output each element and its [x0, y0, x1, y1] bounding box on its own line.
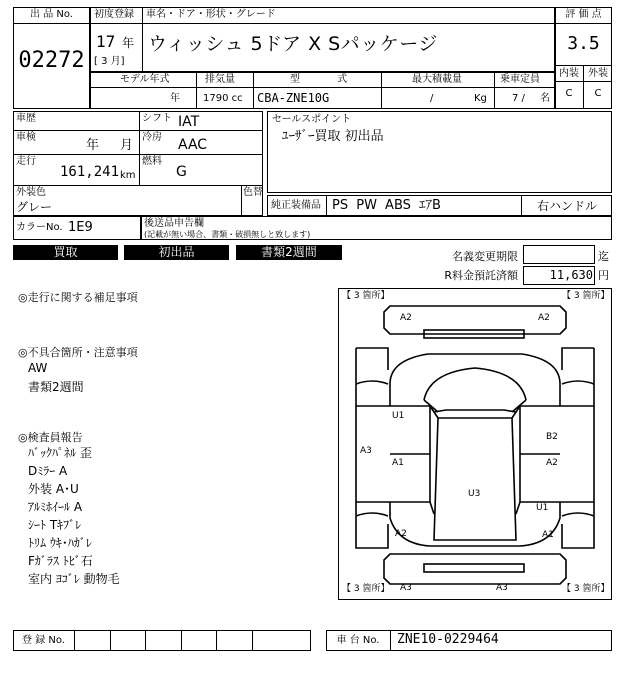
equipment-label: 純正装備品: [271, 200, 321, 211]
damage-code-a3-left: A3: [360, 446, 372, 456]
displacement-label: 排気量: [205, 74, 235, 85]
shift-label: シフト: [142, 113, 172, 124]
damage-code-a2-low-left: A2: [395, 529, 407, 539]
car-outline-drawing: [338, 288, 612, 600]
ac-value: AAC: [178, 137, 208, 153]
equipment: PS PW ABS ｴｱB: [332, 198, 441, 213]
inspector-note: 外装 A･U: [28, 482, 79, 496]
lot-label: 出 品 No.: [30, 9, 73, 20]
inspector-note: 室内 ﾖｺﾞﾚ 動物毛: [28, 572, 120, 586]
model-type: CBA-ZNE10G: [257, 91, 330, 105]
damage-code-a2-right: A2: [546, 458, 558, 468]
name-change-label: 名義変更期限: [452, 250, 518, 263]
corner-mark-br: 【 3 箇所】: [562, 584, 610, 594]
damage-code-a1-left: A1: [392, 458, 404, 468]
exterior-label: 外装: [588, 68, 608, 79]
capacity: 7 /: [512, 93, 525, 104]
chassis-label: 車 台 No.: [336, 635, 380, 646]
fuel-label: 燃料: [142, 156, 162, 167]
defect-item: 書類2週間: [28, 380, 84, 394]
name-change-unit: 迄: [598, 250, 609, 263]
sales-point: ﾕｰｻﾞｰ買取 初出品: [282, 129, 384, 144]
damage-code-front-left: A2: [400, 313, 412, 323]
damage-code-u3-roof: U3: [468, 489, 481, 499]
later-doc-label: 後送品申告欄: [144, 218, 204, 229]
recycle-label: R料金預託済額: [444, 269, 518, 282]
exterior-grade: C: [594, 88, 602, 99]
chassis-number: ZNE10-0229464: [397, 632, 499, 647]
displacement: 1790 cc: [203, 93, 243, 104]
tag-first-listing: 初出品: [124, 245, 229, 260]
details-box: [13, 111, 263, 186]
history-label: 車歴: [16, 113, 36, 124]
car-name-label: 車名・ドア・形状・グレード: [146, 9, 276, 20]
recycle-amount: 11,630: [549, 268, 593, 282]
mileage-unit: km: [120, 170, 136, 181]
reg-no-label: 登 録 No.: [22, 635, 65, 646]
first-reg-year-unit: 年: [122, 36, 135, 50]
tag-docs-two-weeks: 書類2週間: [236, 245, 342, 260]
repaint-label: 色替: [243, 187, 263, 198]
corner-mark-tl: 【 3 箇所】: [342, 291, 390, 301]
mileage-label: 走行: [16, 156, 36, 167]
ext-color-label: 外装色: [16, 187, 46, 198]
inspection-month-unit: 月: [120, 138, 134, 153]
fuel-value: G: [176, 164, 187, 180]
corner-mark-bl: 【 3 箇所】: [342, 584, 390, 594]
first-reg-label: 初度登録: [94, 9, 134, 20]
supplement-title: ◎走行に関する補足事項: [18, 291, 138, 304]
model-year-unit: 年: [170, 93, 180, 104]
recycle-unit: 円: [598, 269, 609, 282]
later-doc-note: (記載が無い場合、書類・破損無しと致します): [144, 230, 311, 239]
defects-title: ◎不具合箇所・注意事項: [18, 346, 138, 359]
inspection-year-unit: 年: [86, 138, 100, 153]
steering: 右ハンドル: [536, 199, 597, 213]
score-value: 3.5: [567, 33, 600, 54]
capacity-unit: 名: [540, 93, 550, 104]
name-change-field: [523, 245, 595, 264]
corner-mark-tr: 【 3 箇所】: [562, 291, 610, 301]
damage-code-rear-right: A3: [496, 583, 508, 593]
damage-code-rear-left: A3: [400, 583, 412, 593]
model-year-label: モデル年式: [120, 74, 170, 85]
defect-item: AW: [28, 361, 48, 375]
inspector-note: Fｶﾞﾗｽ ﾄﾋﾞ石: [28, 554, 93, 568]
mileage-value: 161,241: [60, 164, 120, 180]
interior-grade: C: [565, 88, 573, 99]
inspector-note: Dﾐﾗｰ A: [28, 464, 68, 478]
damage-code-u1-right: U1: [536, 503, 549, 513]
score-label: 評 価 点: [565, 9, 602, 20]
inspector-title: ◎検査員報告: [18, 431, 83, 444]
type-label: 型 式: [290, 74, 348, 85]
ac-label: 冷房: [142, 132, 162, 143]
capacity-label: 乗車定員: [500, 74, 540, 85]
load-separator: /: [430, 93, 434, 104]
color-no-label: カラーNo.: [16, 222, 63, 233]
first-reg-year: 17: [96, 32, 116, 51]
ext-color: グレー: [16, 200, 53, 214]
inspector-note: ﾊﾞｯｸﾊﾟﾈﾙ 歪: [28, 446, 92, 460]
inspector-note: ｱﾙﾐﾎｲｰﾙ A: [28, 500, 83, 514]
first-reg-month: [ 3 月]: [94, 56, 125, 67]
color-no: 1E9: [68, 220, 93, 235]
car-name: ウィッシュ 5ドア X Sパッケージ: [148, 33, 438, 55]
lot-number: 02272: [18, 48, 85, 73]
inspection-label: 車検: [16, 132, 36, 143]
damage-code-front-right: A2: [538, 313, 550, 323]
damage-code-a1-right: A1: [542, 530, 554, 540]
load-label: 最大積載量: [412, 74, 462, 85]
sales-point-label: セールスポイント: [272, 114, 352, 125]
load-unit: Kg: [474, 93, 487, 104]
tag-buyout: 買取: [13, 245, 118, 260]
inspector-note: ｼｰﾄ Tｷﾌﾞﾚ: [28, 518, 82, 532]
shift-value: IAT: [178, 114, 200, 130]
inspector-note: ﾄﾘﾑ ｳｷ･ﾊｶﾞﾚ: [28, 536, 92, 550]
damage-code-b2-right: B2: [546, 432, 558, 442]
interior-label: 内装: [559, 68, 579, 79]
damage-code-u1-top: U1: [392, 411, 405, 421]
